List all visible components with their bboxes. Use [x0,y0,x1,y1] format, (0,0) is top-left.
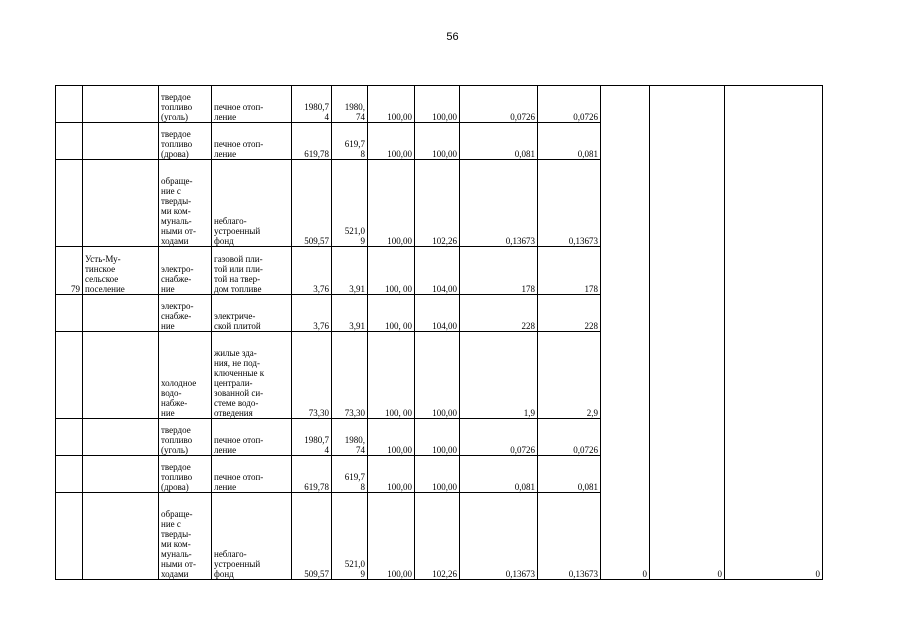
percent-2-cell: 100,00 [415,123,460,160]
service-cell: твердое топливо (дрова) [159,123,212,160]
row-number-cell [56,295,83,332]
category-cell: печное отоп- ление [212,123,292,160]
value-2-cell: 521,0 9 [332,493,368,580]
category-cell: неблаго- устроенный фонд [212,160,292,247]
value-1-cell: 1980,7 4 [292,419,332,456]
settlement-cell [83,295,159,332]
percent-2-cell: 104,00 [415,247,460,295]
value-2-cell: 1980, 74 [332,419,368,456]
row-number-cell [56,160,83,247]
service-cell: твердое топливо (уголь) [159,419,212,456]
value-1-cell: 1980,7 4 [292,86,332,123]
extra-column-1-cell: 0 [601,86,650,580]
percent-2-cell: 100,00 [415,456,460,493]
value-2-cell: 3,91 [332,295,368,332]
value-2-cell: 619,7 8 [332,456,368,493]
service-cell: электро- снабже- ние [159,295,212,332]
percent-1-cell: 100,00 [368,86,415,123]
tariff-2-cell: 0,13673 [538,493,601,580]
service-cell: обраще- ние с тверды- ми ком- муналь- ными от- ходами [159,493,212,580]
settlement-cell [83,456,159,493]
category-cell: электриче- ской плитой [212,295,292,332]
row-number-cell [56,493,83,580]
tariff-1-cell: 1,9 [460,332,538,419]
value-2-cell: 619,7 8 [332,123,368,160]
settlement-cell [83,86,159,123]
settlement-cell [83,332,159,419]
settlement-cell: Усть-Му- тинское сельское поселение [83,247,159,295]
tariff-2-cell: 178 [538,247,601,295]
tariff-2-cell: 0,0726 [538,419,601,456]
percent-1-cell: 100,00 [368,123,415,160]
category-cell: жилые зда- ния, не под- ключенные к централи- зованной си- стеме водо- отведения [212,332,292,419]
category-cell: печное отоп- ление [212,419,292,456]
tariff-2-cell: 0,081 [538,123,601,160]
service-cell: твердое топливо (уголь) [159,86,212,123]
row-number-cell [56,86,83,123]
value-1-cell: 3,76 [292,247,332,295]
tariff-1-cell: 0,0726 [460,419,538,456]
percent-1-cell: 100,00 [368,419,415,456]
tariff-2-cell: 0,081 [538,456,601,493]
category-cell: неблаго- устроенный фонд [212,493,292,580]
tariff-1-cell: 0,13673 [460,493,538,580]
percent-1-cell: 100,00 [368,456,415,493]
service-cell: электро- снабже- ние [159,247,212,295]
service-cell: обраще- ние с тверды- ми ком- муналь- ными от- ходами [159,160,212,247]
extra-column-2-cell: 0 [650,86,725,580]
row-number-cell [56,332,83,419]
extra-column-3-cell: 0 [725,86,823,580]
percent-1-cell: 100, 00 [368,247,415,295]
tariff-1-cell: 228 [460,295,538,332]
tariff-2-cell: 0,0726 [538,86,601,123]
value-1-cell: 3,76 [292,295,332,332]
category-cell: газовой пли- той или пли- той на твер- дом топливе [212,247,292,295]
service-cell: твердое топливо (дрова) [159,456,212,493]
percent-2-cell: 100,00 [415,332,460,419]
tariff-1-cell: 0,081 [460,123,538,160]
tariff-1-cell: 0,0726 [460,86,538,123]
row-number-cell: 79 [56,247,83,295]
settlement-cell [83,160,159,247]
row-number-cell [56,123,83,160]
value-2-cell: 3,91 [332,247,368,295]
tariff-1-cell: 0,13673 [460,160,538,247]
percent-2-cell: 102,26 [415,160,460,247]
value-1-cell: 509,57 [292,160,332,247]
value-2-cell: 1980, 74 [332,86,368,123]
percent-1-cell: 100, 00 [368,295,415,332]
table-row [56,86,823,123]
settlement-cell [83,419,159,456]
service-cell: холодное водо- набже- ние [159,332,212,419]
tariff-table [55,85,823,580]
percent-2-cell: 100,00 [415,419,460,456]
percent-2-cell: 100,00 [415,86,460,123]
tariff-2-cell: 228 [538,295,601,332]
tariff-1-cell: 178 [460,247,538,295]
percent-1-cell: 100,00 [368,493,415,580]
value-1-cell: 509,57 [292,493,332,580]
value-2-cell: 73,30 [332,332,368,419]
tariff-1-cell: 0,081 [460,456,538,493]
value-1-cell: 619,78 [292,456,332,493]
percent-2-cell: 104,00 [415,295,460,332]
percent-2-cell: 102,26 [415,493,460,580]
value-1-cell: 619,78 [292,123,332,160]
category-cell: печное отоп- ление [212,456,292,493]
category-cell: печное отоп- ление [212,86,292,123]
percent-1-cell: 100, 00 [368,332,415,419]
settlement-cell [83,493,159,580]
value-1-cell: 73,30 [292,332,332,419]
tariff-2-cell: 2,9 [538,332,601,419]
value-2-cell: 521,0 9 [332,160,368,247]
percent-1-cell: 100,00 [368,160,415,247]
row-number-cell [56,456,83,493]
tariff-2-cell: 0,13673 [538,160,601,247]
row-number-cell [56,419,83,456]
settlement-cell [83,123,159,160]
page-number: 56 [446,31,459,43]
